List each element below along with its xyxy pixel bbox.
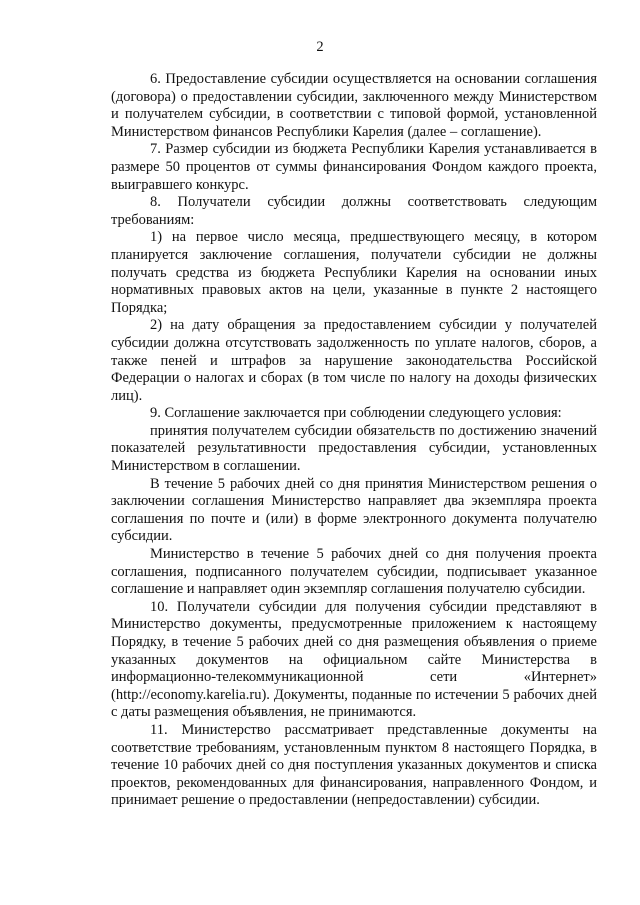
document-body: [111, 71, 597, 810]
paragraph-8: 8. Получатели субсидии должны соответствовать следующим требованиям:: [111, 194, 597, 228]
paragraph-9-condition: принятия получателем субсидии обязательств по достижению значений показателей результативности предоставления субсидии, установленных Министерством в соглашении.: [111, 422, 597, 475]
page-number: 2: [316, 39, 324, 55]
paragraph-6: 6. Предоставление субсидии осуществляется на основании соглашения (договора) о предоставлении субсидии, заключенного между Министерством и получателем субсидии, в соответствии с типовой формой, установленной Министерством финансов Республики Карелия (далее – соглашение).: [111, 71, 597, 140]
paragraph-9: 9. Соглашение заключается при соблюдении следующего условия:: [150, 405, 562, 422]
paragraph-8-item-1: 1) на первое число месяца, предшествующего месяцу, в котором планируется заключение соглашения, получатели субсидии не должны получать средства из бюджета Республики Карелия на основании иных нормативных правовых актов на цели, указанные в пункте 2 настоящего Порядка;: [111, 229, 597, 316]
paragraph-9-signing: Министерство в течение 5 рабочих дней со дня получения проекта соглашения, подписанного получателем субсидии, подписывает указанное соглашение и направляет один экземпляр соглашения получателю субсидии.: [111, 546, 597, 598]
paragraph-10: 10. Получатели субсидии для получения субсидии представляют в Министерство документы, предусмотренные приложением к настоящему Порядку, в течение 5 рабочих дней со дня размещения объявления о приеме указанных документов на официальном сайте Министерства в информационно-телекоммуникационной сети «Интернет» (http://economy.karelia.ru). Документы, поданные по истечении 5 рабочих дней с даты размещения объявления, не принимаются.: [111, 598, 597, 721]
paragraph-8-item-2: 2) на дату обращения за предоставлением субсидии у получателей субсидии должна отсутствовать задолженность по уплате налогов, сборов, а также пеней и штрафов за нарушение законодательства Российской Федерации о налогах и сборах (в том числе по налогу на доходы физических лиц).: [111, 317, 597, 404]
paragraph-11: 11. Министерство рассматривает представленные документы на соответствие требованиям, установленным пунктом 8 настоящего Порядка, в течение 10 рабочих дней со дня поступления указанных документов и списка проектов, рекомендованных для финансирования, направленного Фондом, и принимает решение о предоставлении (непредоставлении) субсидии.: [111, 721, 597, 809]
paragraph-9-sending: В течение 5 рабочих дней со дня принятия Министерством решения о заключении соглашения Министерство направляет два экземпляра проекта соглашения по почте и (или) в форме электронного документа получателю субсидии.: [111, 475, 597, 545]
paragraph-7: 7. Размер субсидии из бюджета Республики Карелия устанавливается в размере 50 процентов от суммы финансирования Фондом каждого проекта, выигравшего конкурс.: [111, 141, 597, 193]
